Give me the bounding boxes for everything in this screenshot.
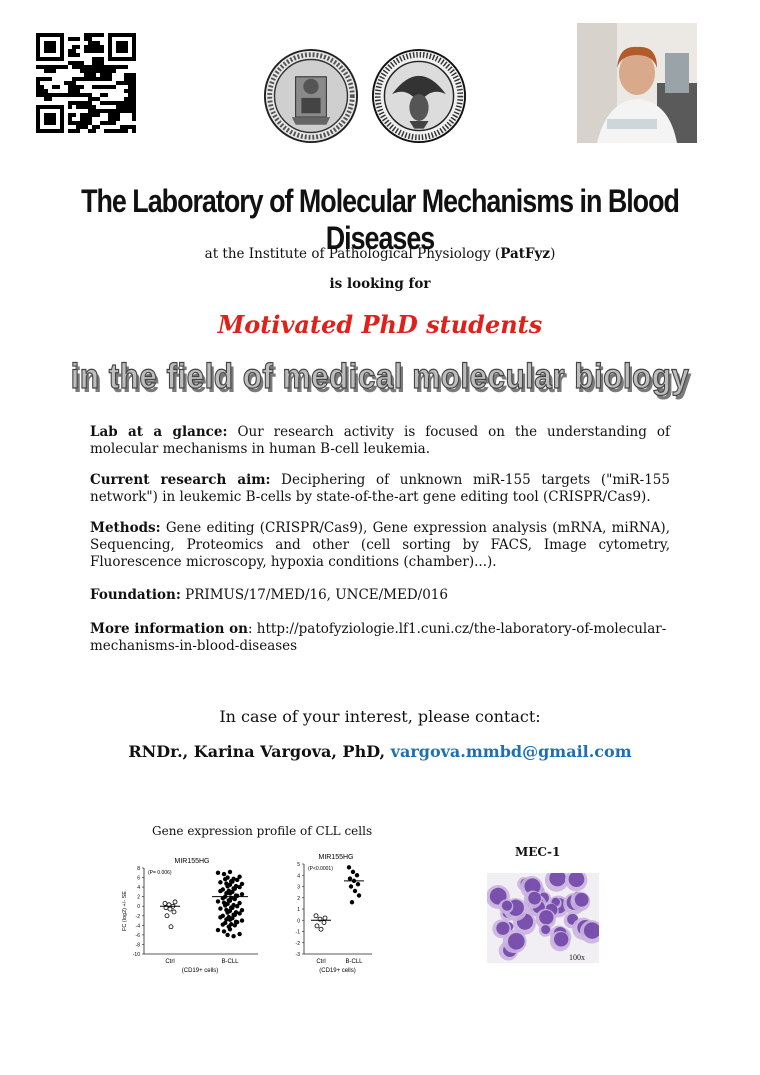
chart-title: MIR155HG [318,854,354,861]
field-heading: in the field of medical molecular biology [70,357,690,396]
data-point [225,933,229,937]
data-point [357,893,361,897]
lab-paragraph [90,424,670,458]
aim-paragraph [90,472,670,506]
data-point [314,914,318,918]
lab-label: Lab at a glance: [90,424,228,440]
methods-paragraph [90,520,670,571]
contact-line [0,742,760,761]
institute-line [0,246,760,262]
y-tick-label: 0 [297,918,300,925]
data-point [348,876,352,880]
x-category-label: Ctrl [165,959,175,965]
data-point [233,923,237,927]
mec1-micrograph [487,873,599,963]
data-point [223,903,227,907]
data-point [225,910,229,914]
data-point [347,865,351,869]
x-category-label: Ctrl [316,959,326,965]
data-point [222,872,226,876]
y-tick-label: 8 [137,866,140,872]
data-point [168,907,172,911]
portrait-photo [577,23,697,143]
headline: Motivated PhD students [217,310,543,339]
chart-title: MIR155HG [174,858,210,865]
lab-text: Our research activity is focused on the understanding of molecular mechanisms in human B-cell leukemia. [90,424,670,457]
y-tick-label: 2 [297,895,300,902]
data-point [173,900,177,904]
mec-label: MEC-1 [515,845,561,859]
data-point [240,892,244,896]
data-point [218,889,222,893]
contact-email-link[interactable]: vargova.mmbd@gmail.com [390,742,632,761]
chart-annotation: (P<0.0001) [308,866,333,872]
data-point [355,873,359,877]
university-seal [263,48,359,144]
contact-intro: In case of your interest, please contact: [219,707,541,726]
aim-text: Deciphering of unknown miR-155 targets ("miR-155 network") in leukemic B-cells by state-of-the-art gene editing tool (CRISPR/Cas9). [90,472,670,505]
y-tick-label: 4 [137,885,140,892]
methods-label: Methods: [90,520,161,536]
data-point [165,914,169,918]
data-point [218,906,222,910]
y-tick-label: 2 [137,894,140,901]
foundation-paragraph [90,587,670,604]
data-point [323,916,327,920]
data-point [221,922,225,926]
more-info-paragraph [90,621,670,655]
magnification-label: 100x [569,953,585,962]
y-tick-label: 3 [297,884,300,891]
x-axis-label: (CD19+ cells) [319,968,356,974]
y-axis-label: FC (log2) +/- SE [122,891,128,931]
data-point [235,878,239,882]
y-tick-label: -3 [295,952,300,958]
institute-prefix: at the Institute of Pathological Physiology ( [204,246,501,262]
data-point [235,904,239,908]
x-category-label: B-CLL [345,959,363,965]
data-point [233,897,237,901]
data-point [353,889,357,893]
data-point [223,877,227,881]
y-tick-label: -4 [135,923,140,930]
data-point [216,928,220,932]
y-tick-label: -2 [295,940,300,947]
data-point [228,918,232,922]
data-point [231,934,235,938]
data-point [351,870,355,874]
y-tick-label: -8 [135,942,140,949]
y-tick-label: 0 [137,904,140,911]
x-category-label: B-CLL [221,959,239,965]
data-point [319,927,323,931]
data-point [350,900,354,904]
y-tick-label: 4 [297,873,300,880]
data-point [228,870,232,874]
methods-text: Gene editing (CRISPR/Cas9), Gene expression analysis (mRNA, miRNA), Sequencing, Proteomics and other (cell sorting by FACS, Image cytometry, Fluorescence microscopy, hypoxia conditions (chamber)...). [90,520,670,570]
qr-code [36,33,136,133]
chart-annotation: (P= 0.006) [148,870,172,876]
data-point [349,884,353,888]
data-point [322,921,326,925]
data-point [315,924,319,928]
expression-charts [118,850,396,982]
data-point [169,925,173,929]
data-point [225,884,229,888]
x-axis-label: (CD19+ cells) [181,968,219,974]
institute-abbr: PatFyz [500,246,551,262]
institute-suffix: ) [550,246,556,262]
data-point [240,918,244,922]
looking-for: is looking for [329,276,431,292]
data-point [163,901,167,905]
y-tick-label: -1 [295,929,300,936]
more-info-link[interactable]: : http://patofyziologie.lf1.cuni.cz/the-laboratory-of-molecular-mechanisms-in-blood-diseases [90,621,667,654]
y-tick-label: -6 [135,932,140,939]
data-point [216,871,220,875]
y-tick-label: 6 [137,875,140,882]
y-tick-label: -2 [135,913,140,920]
data-point [237,932,241,936]
more-info-label: More information on [90,621,248,637]
data-point [237,911,241,915]
data-point [218,915,222,919]
data-point [237,885,241,889]
data-point [228,891,232,895]
faculty-seal [371,48,467,144]
data-point [218,880,222,884]
aim-label: Current research aim: [90,472,271,488]
y-tick-label: 1 [297,907,300,913]
data-point [216,899,220,903]
data-point [228,927,232,931]
data-point [172,910,176,914]
foundation-text: PRIMUS/17/MED/16, UNCE/MED/016 [180,587,448,603]
figure-caption: Gene expression profile of CLL cells [152,824,373,838]
y-tick-label: -10 [132,952,140,958]
poster-title: The Laboratory of Molecular Mechanisms in Blood Diseases [81,183,679,256]
foundation-label: Foundation: [90,587,181,603]
contact-name: RNDr., Karina Vargova, PhD, [128,742,391,761]
data-point [222,929,226,933]
y-tick-label: 5 [297,862,300,868]
data-point [356,882,360,886]
